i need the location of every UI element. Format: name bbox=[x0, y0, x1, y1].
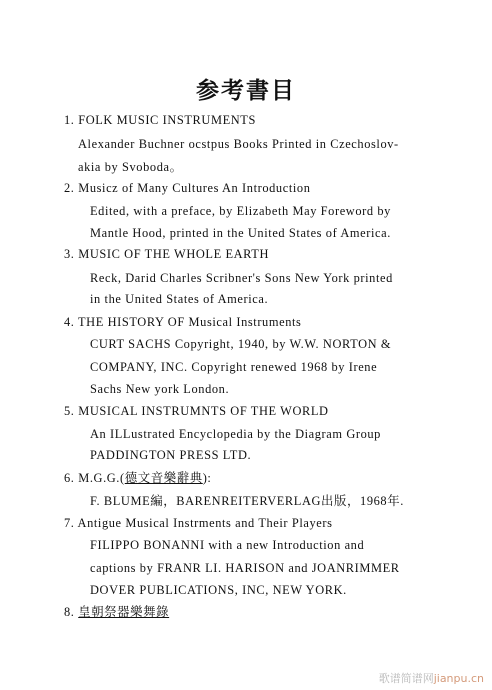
entry-line: Sachs New york London. bbox=[90, 382, 230, 396]
page-title: 参考書目 bbox=[196, 78, 296, 104]
site-watermark bbox=[379, 670, 484, 686]
entry-line: Alexander Buchner ocstpus Books Printed in Czechoslov- bbox=[78, 137, 399, 151]
entry-title: THE HISTORY OF Musical Instruments bbox=[77, 315, 302, 329]
entry-line: PADDINGTON PRESS LTD. bbox=[90, 448, 252, 462]
entry-line: Edited, with a preface, by Elizabeth May Foreword by bbox=[90, 204, 391, 218]
entry-title: FOLK MUSIC INSTRUMENTS bbox=[78, 113, 256, 127]
entry-number: 7. bbox=[64, 516, 75, 530]
entry-number: 1. bbox=[64, 113, 75, 127]
entry-line: FILIPPO BONANNI with a new Introduction and bbox=[90, 538, 365, 552]
entry-number: 3. bbox=[64, 247, 75, 261]
entry-heading bbox=[64, 404, 329, 418]
entry-heading bbox=[64, 605, 169, 619]
entry-line: F. BLUME編，BARENREITERVERLAG出版，1968年. bbox=[90, 494, 404, 508]
entry-number: 2. bbox=[64, 181, 75, 195]
entry-line: An ILLustrated Encyclopedia by the Diagram Group bbox=[90, 427, 381, 441]
entry-heading bbox=[64, 113, 256, 127]
entry-title-prefix: M.G.G.( bbox=[78, 471, 125, 485]
entry-number: 8. bbox=[64, 605, 75, 619]
entry-line: Reck, Darid Charles Scribner's Sons New York printed bbox=[90, 271, 393, 285]
entry-number: 5. bbox=[64, 404, 75, 418]
entry-heading bbox=[64, 247, 269, 261]
entry-line: CURT SACHS Copyright, 1940, by W.W. NORTON & bbox=[90, 337, 392, 351]
entry-number: 4. bbox=[64, 315, 75, 329]
entry-line: akia by Svoboda。 bbox=[78, 160, 183, 174]
entry-heading bbox=[64, 516, 333, 530]
entry-title: MUSICAL INSTRUMNTS OF THE WORLD bbox=[78, 404, 329, 418]
entry-line: in the United States of America. bbox=[90, 292, 269, 306]
entry-number: 6. bbox=[64, 471, 75, 485]
entry-heading bbox=[64, 315, 301, 329]
entry-line: captions by FRANR LI. HARISON and JOANRIMMER bbox=[90, 561, 400, 575]
entry-title: MUSIC OF THE WHOLE EARTH bbox=[78, 247, 269, 261]
watermark-site-name: 歌谱简谱网 bbox=[378, 672, 434, 685]
entry-title-suffix: ): bbox=[202, 471, 212, 485]
entry-heading bbox=[64, 471, 211, 485]
entry-title: Antigue Musical Instrments and Their Players bbox=[77, 516, 333, 530]
entry-line: COMPANY, INC. Copyright renewed 1968 by Irene bbox=[90, 360, 378, 374]
entry-heading bbox=[64, 181, 311, 195]
watermark-url: jianpu.cn bbox=[433, 672, 484, 685]
entry-title-chinese: 德文音樂辭典 bbox=[124, 471, 203, 485]
entry-title-chinese: 皇朝祭器樂舞錄 bbox=[78, 605, 170, 619]
entry-line: Mantle Hood, printed in the United States of America. bbox=[90, 226, 391, 240]
entry-line: DOVER PUBLICATIONS, INC, NEW YORK. bbox=[90, 583, 347, 597]
entry-title: Musicz of Many Cultures An Introduction bbox=[78, 181, 311, 195]
